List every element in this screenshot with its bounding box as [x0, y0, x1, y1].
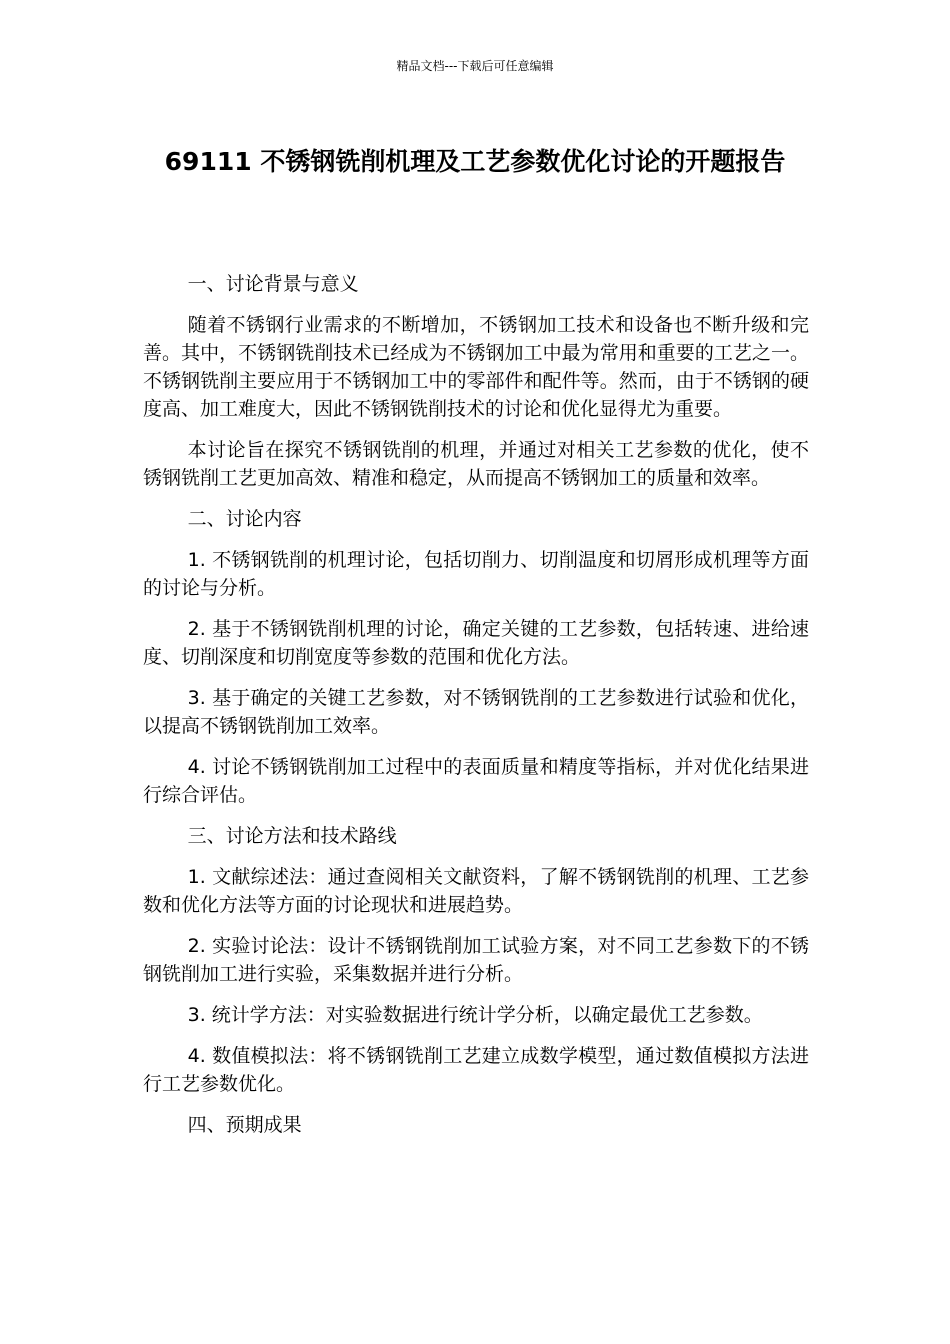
- section-heading-methods: 三、讨论方法和技术路线: [187, 825, 397, 847]
- section-heading-background: 一、讨论背景与意义: [187, 273, 359, 295]
- section-heading-results: 四、预期成果: [187, 1114, 302, 1136]
- paragraph-background-1: 随着不锈钢行业需求的不断增加，不锈钢加工技术和设备也不断升级和完善。其中，不锈钢铣削技术已经成为不锈钢加工中最为常用和重要的工艺之一。不锈钢铣削主要应用于不锈钢加工中的零部件和配件等。然而，由于不锈钢的硬度高、加工难度大，因此不锈钢铣削技术的讨论和优化显得尤为重要。: [143, 314, 809, 420]
- content-item-2: 2. 基于不锈钢铣削机理的讨论，确定关键的工艺参数，包括转速、进给速度、切削深度和切削宽度等参数的范围和优化方法。: [143, 618, 809, 668]
- method-item-4: 4. 数值模拟法：将不锈钢铣削工艺建立成数学模型，通过数值模拟方法进行工艺参数优化。: [143, 1045, 809, 1095]
- content-item-3: 3. 基于确定的关键工艺参数，对不锈钢铣削的工艺参数进行试验和优化，以提高不锈钢铣削加工效率。: [143, 687, 809, 737]
- content-item-1: 1. 不锈钢铣削的机理讨论，包括切削力、切削温度和切屑形成机理等方面的讨论与分析。: [143, 549, 809, 599]
- header-note: 精品文档---下载后可任意编辑: [396, 59, 554, 73]
- content-item-4: 4. 讨论不锈钢铣削加工过程中的表面质量和精度等指标，并对优化结果进行综合评估。: [143, 756, 809, 806]
- paragraph-background-2: 本讨论旨在探究不锈钢铣削的机理，并通过对相关工艺参数的优化，使不锈钢铣削工艺更加高效、精准和稳定，从而提高不锈钢加工的质量和效率。: [143, 439, 809, 489]
- method-item-1: 1. 文献综述法：通过查阅相关文献资料，了解不锈钢铣削的机理、工艺参数和优化方法等方面的讨论现状和进展趋势。: [143, 866, 809, 916]
- method-item-2: 2. 实验讨论法：设计不锈钢铣削加工试验方案，对不同工艺参数下的不锈钢铣削加工进行实验，采集数据并进行分析。: [143, 935, 809, 985]
- method-item-3: 3. 统计学方法：对实验数据进行统计学分析，以确定最优工艺参数。: [187, 1004, 763, 1026]
- document-body: [143, 270, 809, 1152]
- document-title: 69111 不锈钢铣削机理及工艺参数优化讨论的开题报告: [164, 147, 786, 176]
- section-heading-content: 二、讨论内容: [187, 508, 302, 530]
